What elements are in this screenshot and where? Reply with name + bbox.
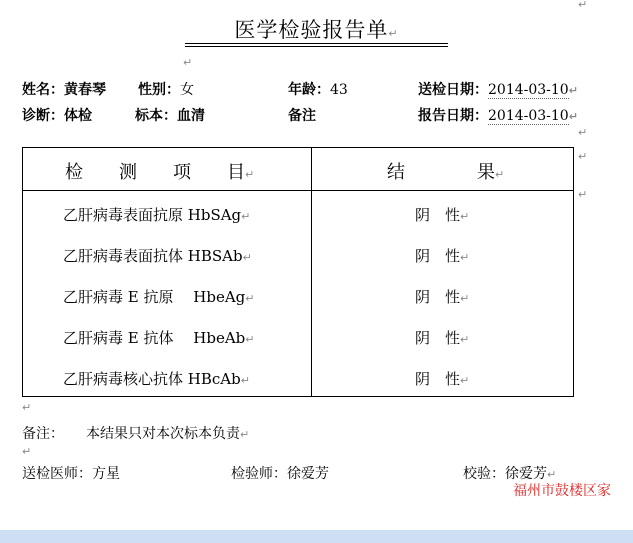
paragraph-mark: ↵ [242,251,252,264]
test-result: 阴 性 [415,329,461,347]
paragraph-mark: ↵ [22,445,32,458]
table-column-divider [311,148,312,396]
specimen-field [135,105,205,125]
note-label: 备注： [22,426,64,442]
test-item: 乙肝病毒 E 抗体 HbeAb [63,329,246,347]
doctor-value: 方星 [92,466,120,482]
sex-label: 性别： [138,82,180,98]
table-row [63,245,252,266]
diagnosis-value: 体检 [64,108,92,124]
test-item: 乙肝病毒核心抗体 HBcAb [63,370,241,388]
paragraph-mark: ↵ [460,374,470,387]
report-date-field [418,105,578,125]
test-item: 乙肝病毒表面抗体 HBSAb [63,247,243,265]
diagnosis-field [22,105,92,125]
remark-field [288,105,316,125]
paragraph-mark: ↵ [240,374,250,387]
table-row [63,327,254,348]
paragraph-mark: ↵ [183,56,193,69]
patient-sex-field [138,79,194,99]
status-bar [0,530,633,543]
column-header-result-text: 结 果 [387,162,495,183]
send-date-value: 2014-03-10 [488,82,569,98]
send-date-field [418,79,578,99]
paragraph-mark: ↵ [578,126,588,139]
tester-field [231,463,329,483]
paragraph-mark: ↵ [240,428,250,441]
test-item: 乙肝病毒表面抗原 HbSAg [63,206,242,224]
column-header-item [65,158,254,184]
result-table [22,147,574,397]
checker-label: 校验： [463,466,505,482]
paragraph-mark: ↵ [568,84,578,97]
table-row [415,327,469,348]
send-date-label: 送检日期： [418,82,488,98]
test-result: 阴 性 [415,288,461,306]
title-underline [185,46,448,47]
tester-label: 检验师： [231,466,287,482]
watermark-text: 福州市鼓楼区家 [513,483,611,499]
name-value: 黄春琴 [64,82,106,98]
name-label: 姓名： [22,82,64,98]
column-header-result [387,158,504,184]
paragraph-mark: ↵ [578,150,588,163]
table-header-divider [23,190,573,191]
note-text: 本结果只对本次标本负责 [86,426,240,442]
specimen-label: 标本： [135,108,177,124]
table-row [415,286,469,307]
table-row [63,204,250,225]
age-label: 年龄： [288,82,330,98]
note-line [22,423,249,443]
table-row [415,204,469,225]
paragraph-mark: ↵ [568,110,578,123]
test-result: 阴 性 [415,247,461,265]
report-title [0,14,633,44]
test-result: 阴 性 [415,370,461,388]
patient-name-field [22,79,106,99]
paragraph-mark: ↵ [245,292,255,305]
paragraph-mark: ↵ [22,401,32,414]
paragraph-mark: ↵ [578,0,588,11]
specimen-value: 血清 [177,108,205,124]
age-value: 43 [330,82,348,98]
report-date-value: 2014-03-10 [488,108,569,124]
table-row [415,368,469,389]
sex-value: 女 [180,82,194,98]
paragraph-mark: ↵ [460,292,470,305]
paragraph-mark: ↵ [460,210,470,223]
paragraph-mark: ↵ [460,251,470,264]
patient-age-field [288,79,348,99]
paragraph-mark: ↵ [460,333,470,346]
report-title-text: 医学检验报告单 [234,18,389,42]
sending-doctor-field [22,463,120,483]
paragraph-mark: ↵ [241,210,251,223]
paragraph-mark: ↵ [495,168,505,181]
paragraph-mark: ↵ [245,333,255,346]
table-row [63,368,250,389]
diagnosis-label: 诊断： [22,108,64,124]
doctor-label: 送检医师： [22,466,92,482]
table-row [415,245,469,266]
remark-label: 备注 [288,108,316,124]
title-underline [185,43,448,44]
checker-value: 徐爱芳 [505,466,547,482]
paragraph-mark: ↵ [245,168,255,181]
test-item: 乙肝病毒 E 抗原 HbeAg [63,288,246,306]
table-row [63,286,254,307]
paragraph-mark: ↵ [547,468,557,481]
paragraph-mark: ↵ [578,188,588,201]
column-header-item-text: 检 测 项 目 [65,162,245,183]
paragraph-mark: ↵ [388,27,399,40]
test-result: 阴 性 [415,206,461,224]
tester-value: 徐爱芳 [287,466,329,482]
report-date-label: 报告日期： [418,108,488,124]
